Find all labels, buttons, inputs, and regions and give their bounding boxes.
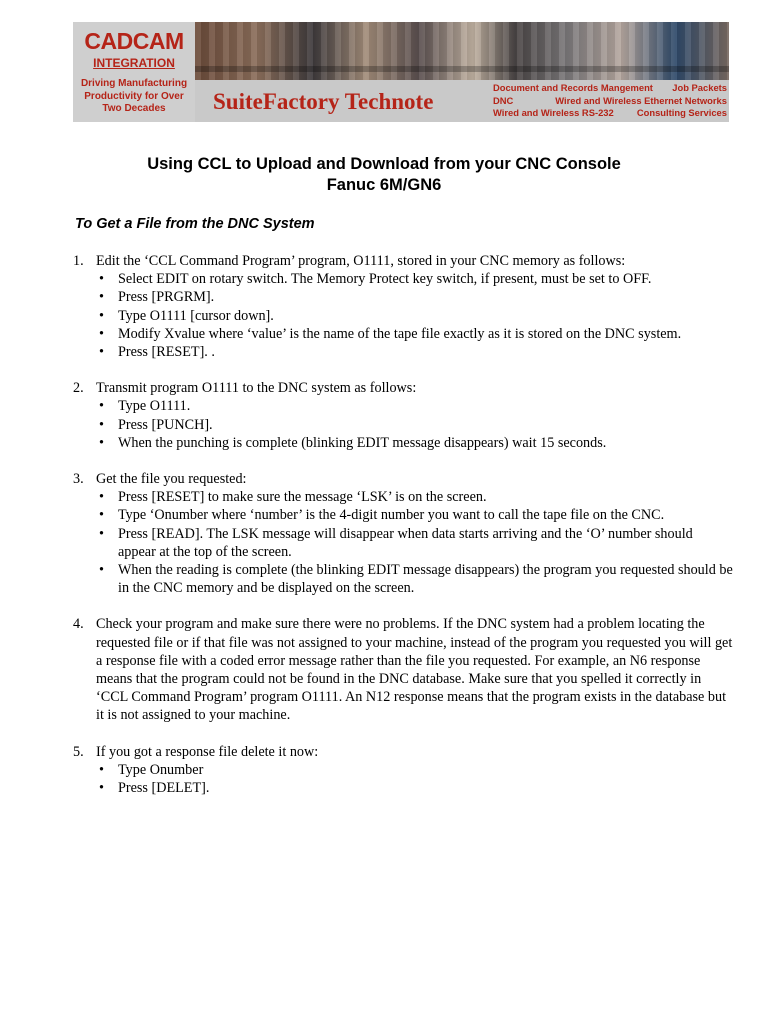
- bullet-dot-icon: •: [99, 507, 104, 524]
- step-bullet: [96, 397, 733, 415]
- bullet-dot-icon: •: [99, 416, 104, 433]
- logo-tagline: [75, 78, 193, 116]
- step-bullet-text: Press [RESET]. .: [118, 344, 215, 361]
- step-bullet: [96, 307, 733, 325]
- logo-tagline-line: Driving Manufacturing: [80, 78, 188, 89]
- step-bullet-text: Type Onumber: [118, 761, 204, 778]
- step-bullet-text: Press [PRGRM].: [118, 289, 215, 306]
- step-bullet: [96, 343, 733, 361]
- step-item: [73, 470, 733, 597]
- document-title: [0, 154, 768, 196]
- step-item: [73, 379, 733, 452]
- step-text: Edit the ‘CCL Command Program’ program, O1111, stored in your CNC memory as follows:: [96, 253, 626, 269]
- service-item: DNC: [493, 94, 514, 106]
- step-bullet: [96, 488, 733, 506]
- step-bullet-text: Type O1111 [cursor down].: [118, 307, 274, 324]
- step-bullet: [96, 416, 733, 434]
- services-row: [493, 82, 727, 95]
- service-item: Job Packets: [672, 82, 727, 93]
- services-row: [493, 107, 727, 120]
- section-heading: To Get a File from the DNC System: [75, 216, 315, 232]
- step-item: [73, 615, 733, 724]
- step-bullet: [96, 270, 733, 288]
- document-subtitle-line: Fanuc 6M/GN6: [326, 176, 442, 194]
- step-bullet: [96, 325, 733, 343]
- bullet-dot-icon: •: [99, 307, 104, 324]
- step-number: 3.: [73, 471, 84, 488]
- step-bullet: [96, 525, 733, 561]
- step-bullet-list: [96, 397, 733, 452]
- step-bullet-text: Type O1111.: [118, 398, 191, 415]
- bullet-dot-icon: •: [99, 780, 104, 797]
- step-bullet-text: Select EDIT on rotary switch. The Memory Protect key switch, if present, must be set to OFF.: [118, 271, 652, 288]
- step-bullet: [96, 434, 733, 452]
- step-text: Transmit program O1111 to the DNC system as follows:: [96, 380, 417, 397]
- step-bullet-text: When the punching is complete (blinking EDIT message disappears) wait 15 seconds.: [118, 434, 607, 451]
- services-list: [493, 82, 727, 120]
- machine-shop-photo-strip: [195, 22, 729, 80]
- step-bullet-text: Modify Xvalue where ‘value’ is the name of the tape file exactly as it is stored on the DNC system.: [118, 325, 682, 342]
- service-item: Wired and Wireless RS-232: [493, 107, 614, 118]
- step-number: 2.: [73, 380, 84, 397]
- bullet-dot-icon: •: [99, 562, 104, 579]
- steps-list: [73, 252, 733, 815]
- service-item: Wired and Wireless Ethernet Networks: [555, 94, 727, 106]
- document-title-line: Using CCL to Upload and Download from your CNC Console: [147, 155, 621, 173]
- step-bullet-text: Press [READ]. The LSK message will disappear when data starts arriving and the ‘O’ number should appear at the top of the screen.: [118, 525, 693, 560]
- step-bullet: [96, 561, 733, 597]
- logo-sub-text: INTEGRATION: [93, 56, 175, 70]
- step-item: [73, 252, 733, 361]
- header-banner: [73, 22, 729, 122]
- step-number: 5.: [73, 743, 84, 760]
- step-bullet-text: When the reading is complete (the blinking EDIT message disappears) the program you requested should be in the CNC memory and be displayed on the screen.: [118, 562, 733, 597]
- step-text: If you got a response file delete it now:: [96, 743, 319, 760]
- bullet-dot-icon: •: [99, 271, 104, 288]
- bullet-dot-icon: •: [99, 289, 104, 306]
- step-bullet-list: [96, 761, 733, 797]
- services-row: [493, 95, 727, 108]
- step-bullet: [96, 761, 733, 779]
- bullet-dot-icon: •: [99, 434, 104, 451]
- bullet-dot-icon: •: [99, 489, 104, 506]
- logo-main-text: CADCAM: [84, 28, 184, 54]
- step-number: 4.: [73, 616, 84, 633]
- step-bullet-text: Press [RESET] to make sure the message ‘LSK’ is on the screen.: [118, 489, 487, 506]
- service-item: Consulting Services: [636, 107, 727, 118]
- step-bullet: [96, 288, 733, 306]
- bullet-dot-icon: •: [99, 761, 104, 778]
- step-text: Check your program and make sure there were no problems. If the DNC system had a problem locating the requested file or if that file was not assigned to your machine, instead of the program you requested you will get a response file with a coded error message rather than the file you requested. For example, an N6 response means that the program could not be found in the DNC database. Make sure that you spelled it correctly in ‘CCL Command Program’ program O1111. An N12 response means that the program exists in the database but it is not assigned to your machine.: [96, 616, 733, 724]
- service-item: Document and Records Mangement: [493, 82, 653, 93]
- step-text: Get the file you requested:: [96, 471, 247, 488]
- step-bullet-list: [96, 270, 733, 361]
- bullet-dot-icon: •: [99, 344, 104, 361]
- step-bullet-text: Press [DELET].: [118, 780, 210, 797]
- step-bullet-text: Type ‘Onumber where ‘number’ is the 4-digit number you want to call the tape file on the CNC.: [118, 507, 665, 524]
- logo-tagline-line: Productivity for Over: [84, 90, 184, 102]
- bullet-dot-icon: •: [99, 325, 104, 342]
- step-item: [73, 743, 733, 798]
- step-bullet: [96, 779, 733, 797]
- logo-tagline-line: Two Decades: [102, 103, 166, 114]
- brand-title: SuiteFactory Technote: [213, 89, 434, 114]
- step-bullet: [96, 506, 733, 524]
- step-number: 1.: [73, 253, 84, 269]
- company-logo: [73, 22, 195, 122]
- step-bullet-list: [96, 488, 733, 597]
- bullet-dot-icon: •: [99, 398, 104, 415]
- step-bullet-text: Press [PUNCH].: [118, 416, 213, 433]
- bullet-dot-icon: •: [99, 525, 104, 542]
